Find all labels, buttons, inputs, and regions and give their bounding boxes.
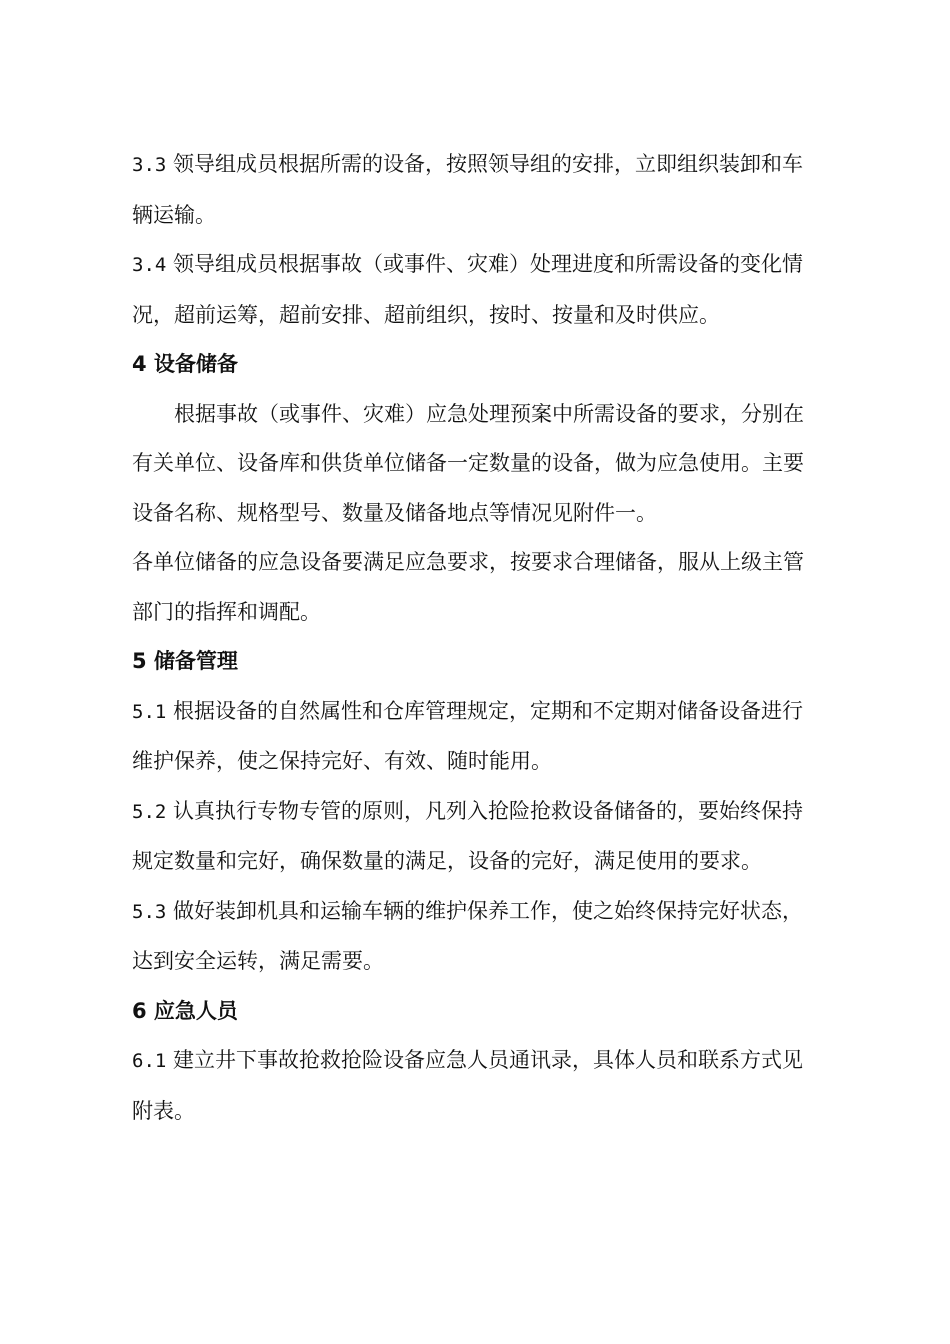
paragraph-text: 建立井下事故抢救抢险设备应急人员通讯录，具体人员和联系方式见附表。 [132, 1048, 804, 1123]
clause-number: 5.2 [132, 800, 167, 823]
paragraph-6-1 [132, 1036, 804, 1136]
paragraph-text: 根据设备的自然属性和仓库管理规定，定期和不定期对储备设备进行维护保养，使之保持完好、有效、随时能用。 [132, 698, 804, 773]
section-heading-6: 6 应急人员 [132, 998, 238, 1023]
paragraph-text: 领导组成员根据事故（或事件、灾难）处理进度和所需设备的变化情况，超前运筹，超前安排、超前组织，按时、按量和及时供应。 [132, 252, 804, 327]
paragraph-3-4 [132, 240, 804, 340]
section-heading-5: 5 储备管理 [132, 649, 238, 673]
paragraph-text: 领导组成员根据所需的设备，按照领导组的安排，立即组织装卸和车辆运输。 [132, 152, 804, 227]
document-body [132, 140, 804, 1136]
paragraph-unit-reserve: 各单位储备的应急设备要满足应急要求，按要求合理储备，服从上级主管部门的指挥和调配。 [132, 550, 804, 624]
paragraph-equipment-reserve: 根据事故（或事件、灾难）应急处理预案中所需设备的要求，分别在有关单位、设备库和供货单位储备一定数量的设备，做为应急使用。主要设备名称、规格型号、数量及储备地点等情况见附件一。 [132, 401, 804, 525]
clause-number: 6.1 [132, 1050, 167, 1072]
clause-number: 5.1 [132, 700, 167, 723]
paragraph-5-3 [132, 887, 804, 987]
clause-number: 5.3 [132, 900, 167, 923]
section-heading-4: 4 设备储备 [132, 352, 238, 376]
paragraph-text: 认真执行专物专管的原则，凡列入抢险抢救设备储备的，要始终保持规定数量和完好，确保数量的满足，设备的完好，满足使用的要求。 [132, 798, 804, 873]
paragraph-text: 做好装卸机具和运输车辆的维护保养工作，使之始终保持完好状态，达到安全运转，满足需要。 [132, 898, 804, 973]
clause-number: 3.3 [132, 154, 167, 176]
paragraph-5-1 [132, 687, 804, 787]
clause-number: 3.4 [132, 254, 167, 276]
paragraph-3-3 [132, 140, 804, 240]
paragraph-5-2 [132, 787, 804, 887]
